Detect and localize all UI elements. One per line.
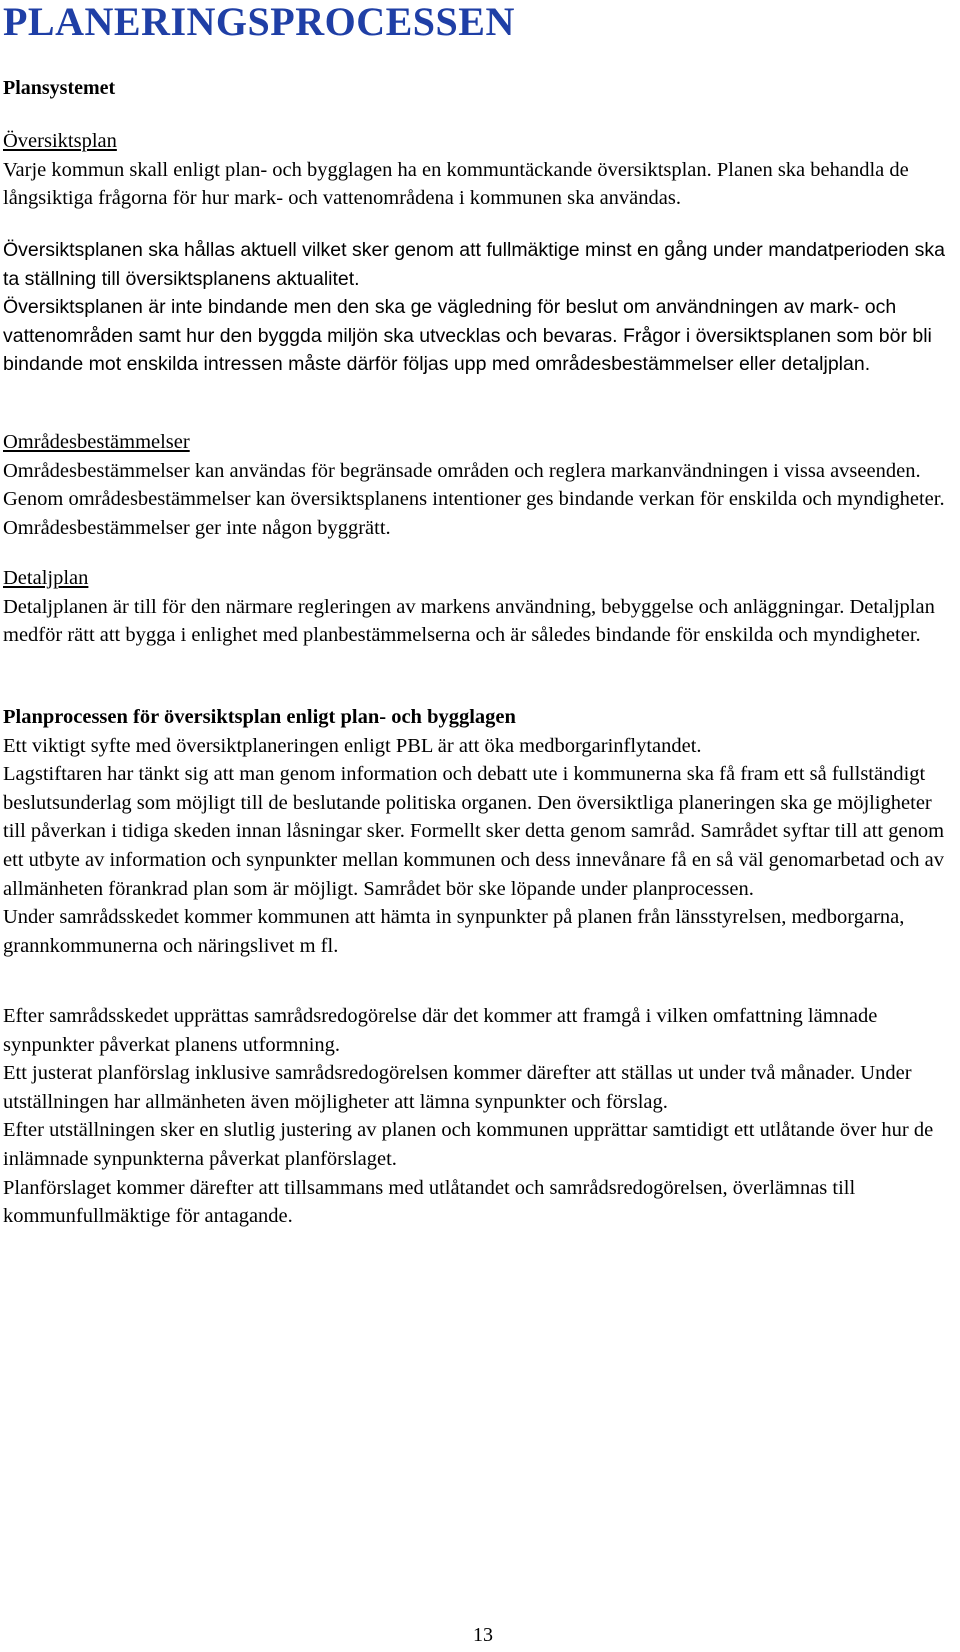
paragraph: Under samrådsskedet kommer kommunen att hämta in synpunkter på planen från länsstyrelsen, medborgarna, grannkommunerna och näringslivet m fl. <box>3 906 905 957</box>
heading-omradesbestammelser: Områdesbestämmelser <box>3 431 190 453</box>
section-efter-samradsskedet <box>3 1002 955 1231</box>
paragraph <box>3 293 955 379</box>
paragraph: Efter samrådsskedet upprättas samrådsredogörelse där det kommer att framgå i vilken omfattning lämnade synpunkter påverkat planens utformning. <box>3 1005 878 1056</box>
paragraph: Planförslaget kommer därefter att tillsammans med utlåtandet och samrådsredogörelsen, överlämnas till kommunfullmäktige för antagande. <box>3 1176 856 1228</box>
page-title: PLANERINGSPROCESSEN <box>3 0 515 44</box>
section-title-plansystemet: Plansystemet <box>3 77 116 99</box>
paragraph: Efter utställningen sker en slutlig justering av planen och kommunen upprättar samtidigt ett utlåtande över hur de inlämnade synpunkterna påverkat planförslaget. <box>3 1119 934 1170</box>
paragraph-sans-part: Frågor i översiktsplanen som bör bli bindande mot enskilda intressen måste därför följas upp med områdesbestämmelser eller detaljplan. <box>3 324 932 376</box>
page-number: 13 <box>473 1624 493 1646</box>
section-detaljplan <box>3 564 955 650</box>
heading-planprocessen: Planprocessen för översiktsplan enligt plan- och bygglagen <box>3 706 516 728</box>
paragraph: Ett viktigt syfte med översiktplaneringen enligt PBL är att öka medborgarinflytandet. <box>3 734 702 757</box>
paragraph-sans-part: Översiktsplanen är inte bindande men den ska ge vägledning för beslut om användningen av mark- och vattenområden samt hur den byggda miljön ska utvecklas och bevaras. <box>3 296 897 347</box>
paragraph: Lagstiftaren har tänkt sig att man genom information och debatt ute i kommunerna ska få fram ett så fullständigt beslutsunderlag som möjligt till de beslutande politiska organen. Den översiktliga planeringen ska ge möjligheter till påverkan i tidiga skeden innan låsningar sker. Formellt sker detta genom samråd. Samrådet syftar till att genom ett utbyte av information och synpunkter mellan kommunen och dess innevånare få en så väl genomarbetad och av allmänheten förankrad plan som är möjligt. Samrådet bör ske löpande under planprocessen. <box>3 763 945 900</box>
section-oversiktsplan-continued <box>3 236 955 379</box>
section-omradesbestammelser <box>3 428 955 542</box>
paragraph: Detaljplanen är till för den närmare regleringen av markens användning, bebyggelse och anläggningar. Detaljplan medför rätt att bygga i enlighet med planbestämmelserna och är således bindande för enskilda och myndigheter. <box>3 595 935 647</box>
section-planprocessen <box>3 703 955 960</box>
paragraph: Områdesbestämmelser kan användas för begränsade områden och reglera markanvändningen i vissa avseenden. Genom områdesbestämmelser kan översiktsplanens intentioner ges bindande verkan för enskilda och myndigheter. Områdesbestämmelser ger inte någon byggrätt. <box>3 459 945 539</box>
paragraph: Ett justerat planförslag inklusive samrådsredogörelsen kommer därefter att ställas ut under två månader. Under utställningen har allmänheten även möjligheter att lämna synpunkter och förslag. <box>3 1062 912 1113</box>
paragraph: Översiktsplanen ska hållas aktuell vilket sker genom att fullmäktige minst en gång under mandatperioden ska ta ställning till översiktsplanens aktualitet. <box>3 239 945 290</box>
paragraph: Varje kommun skall enligt plan- och bygglagen ha en kommuntäckande översiktsplan. Planen ska behandla de långsiktiga frågorna för hur mark- och vattenområdena i kommunen ska användas. <box>3 158 909 210</box>
heading-oversiktsplan: Översiktsplan <box>3 130 117 152</box>
section-oversiktsplan <box>3 127 955 213</box>
heading-detaljplan: Detaljplan <box>3 567 89 589</box>
